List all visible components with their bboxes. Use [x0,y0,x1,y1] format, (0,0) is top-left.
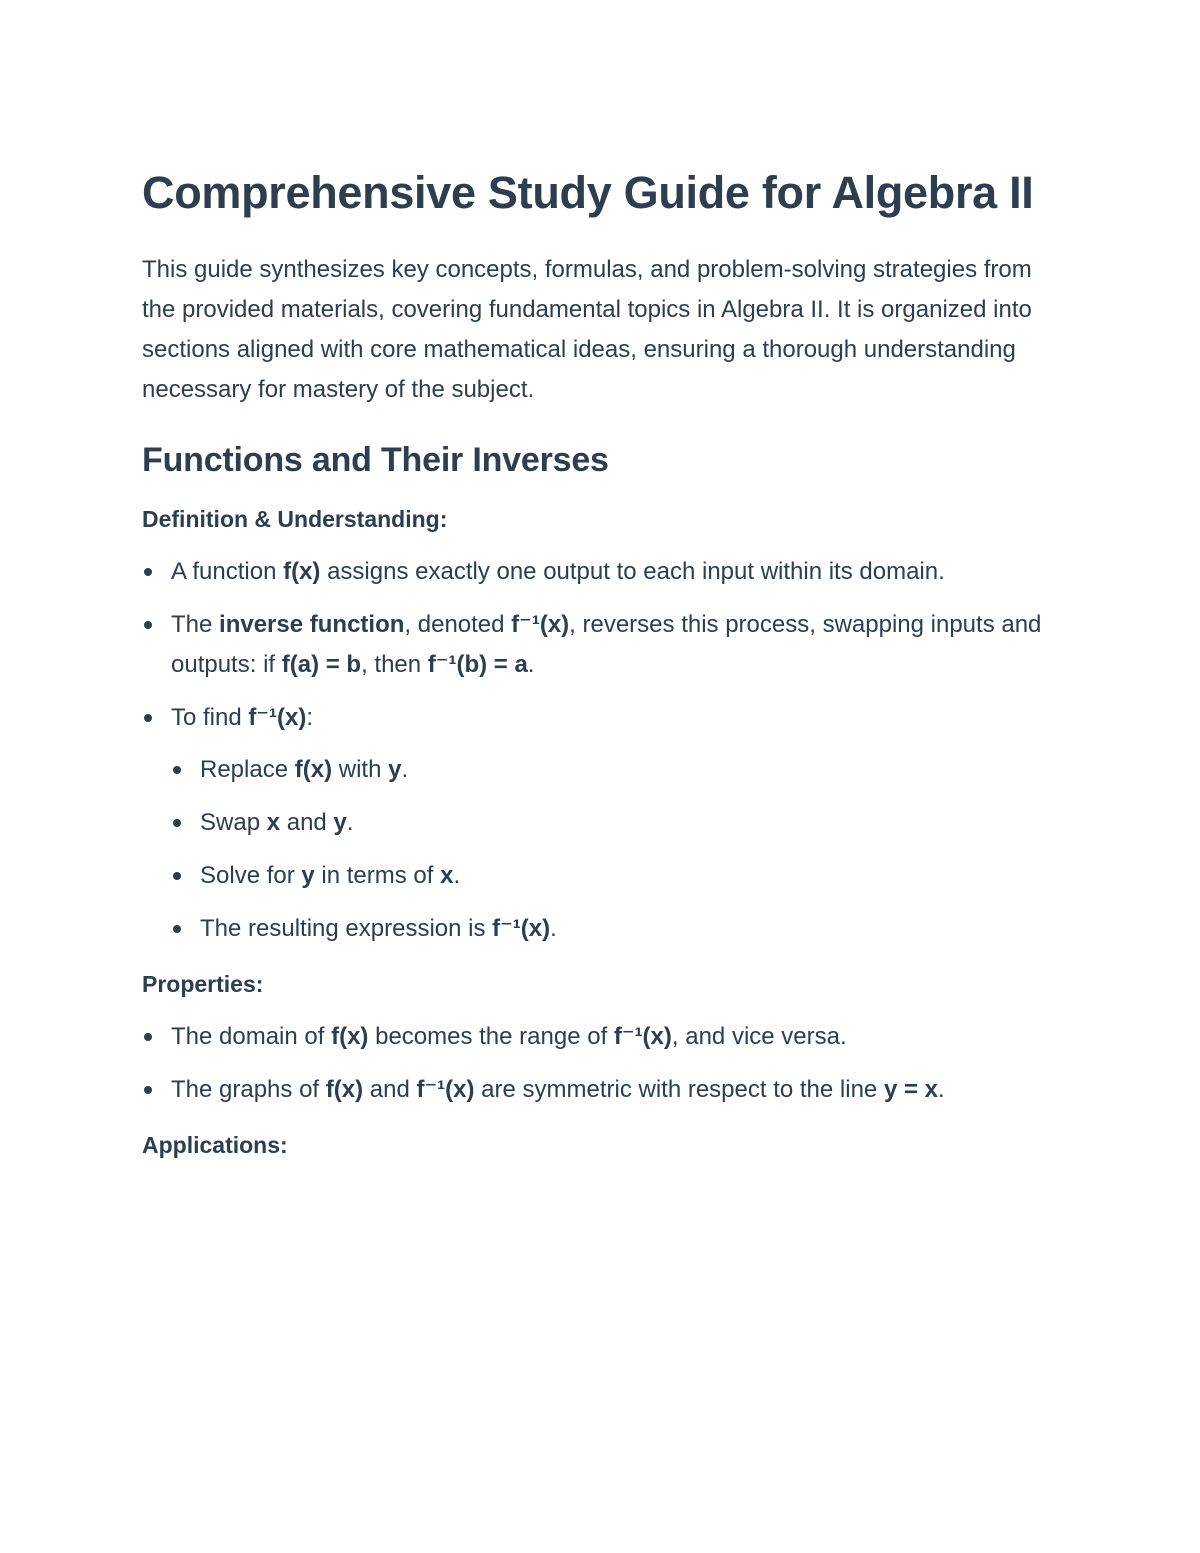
document-title: Comprehensive Study Guide for Algebra II [142,167,1034,218]
list-item: Swap x and y. [171,803,1042,843]
list-item: The resulting expression is f⁻¹(x). [171,909,1042,949]
applications-heading: Applications: [142,1132,288,1158]
list-item: A function f(x) assigns exactly one output to each input within its domain. [142,552,1042,592]
list-item: The graphs of f(x) and f⁻¹(x) are symmetric with respect to the line y = x. [142,1070,1042,1110]
list-item: Replace f(x) with y. [171,750,1042,790]
inverse-steps-list [171,750,1042,949]
list-item: Solve for y in terms of x. [171,856,1042,896]
list-item: The domain of f(x) becomes the range of f⁻¹(x), and vice versa. [142,1017,1042,1057]
list-item: To find f⁻¹(x): Replace f(x) with y. Swap x and y. Solve for y in terms of x. The resulting expression is f⁻¹(x). [142,698,1042,949]
properties-list [142,1017,1042,1110]
definition-heading: Definition & Understanding: [142,506,448,532]
properties-heading: Properties: [142,971,264,997]
intro-paragraph: This guide synthesizes key concepts, formulas, and problem-solving strategies from the provided materials, covering fundamental topics in Algebra II. It is organized into sections aligned with core mathematical ideas, ensuring a thorough understanding necessary for mastery of the subject. [142,256,1032,403]
section-heading: Functions and Their Inverses [142,441,609,479]
list-item: The inverse function, denoted f⁻¹(x), reverses this process, swapping inputs and outputs: if f(a) = b, then f⁻¹(b) = a. [142,605,1042,685]
document-page [142,160,1042,1162]
definition-list [142,552,1042,949]
